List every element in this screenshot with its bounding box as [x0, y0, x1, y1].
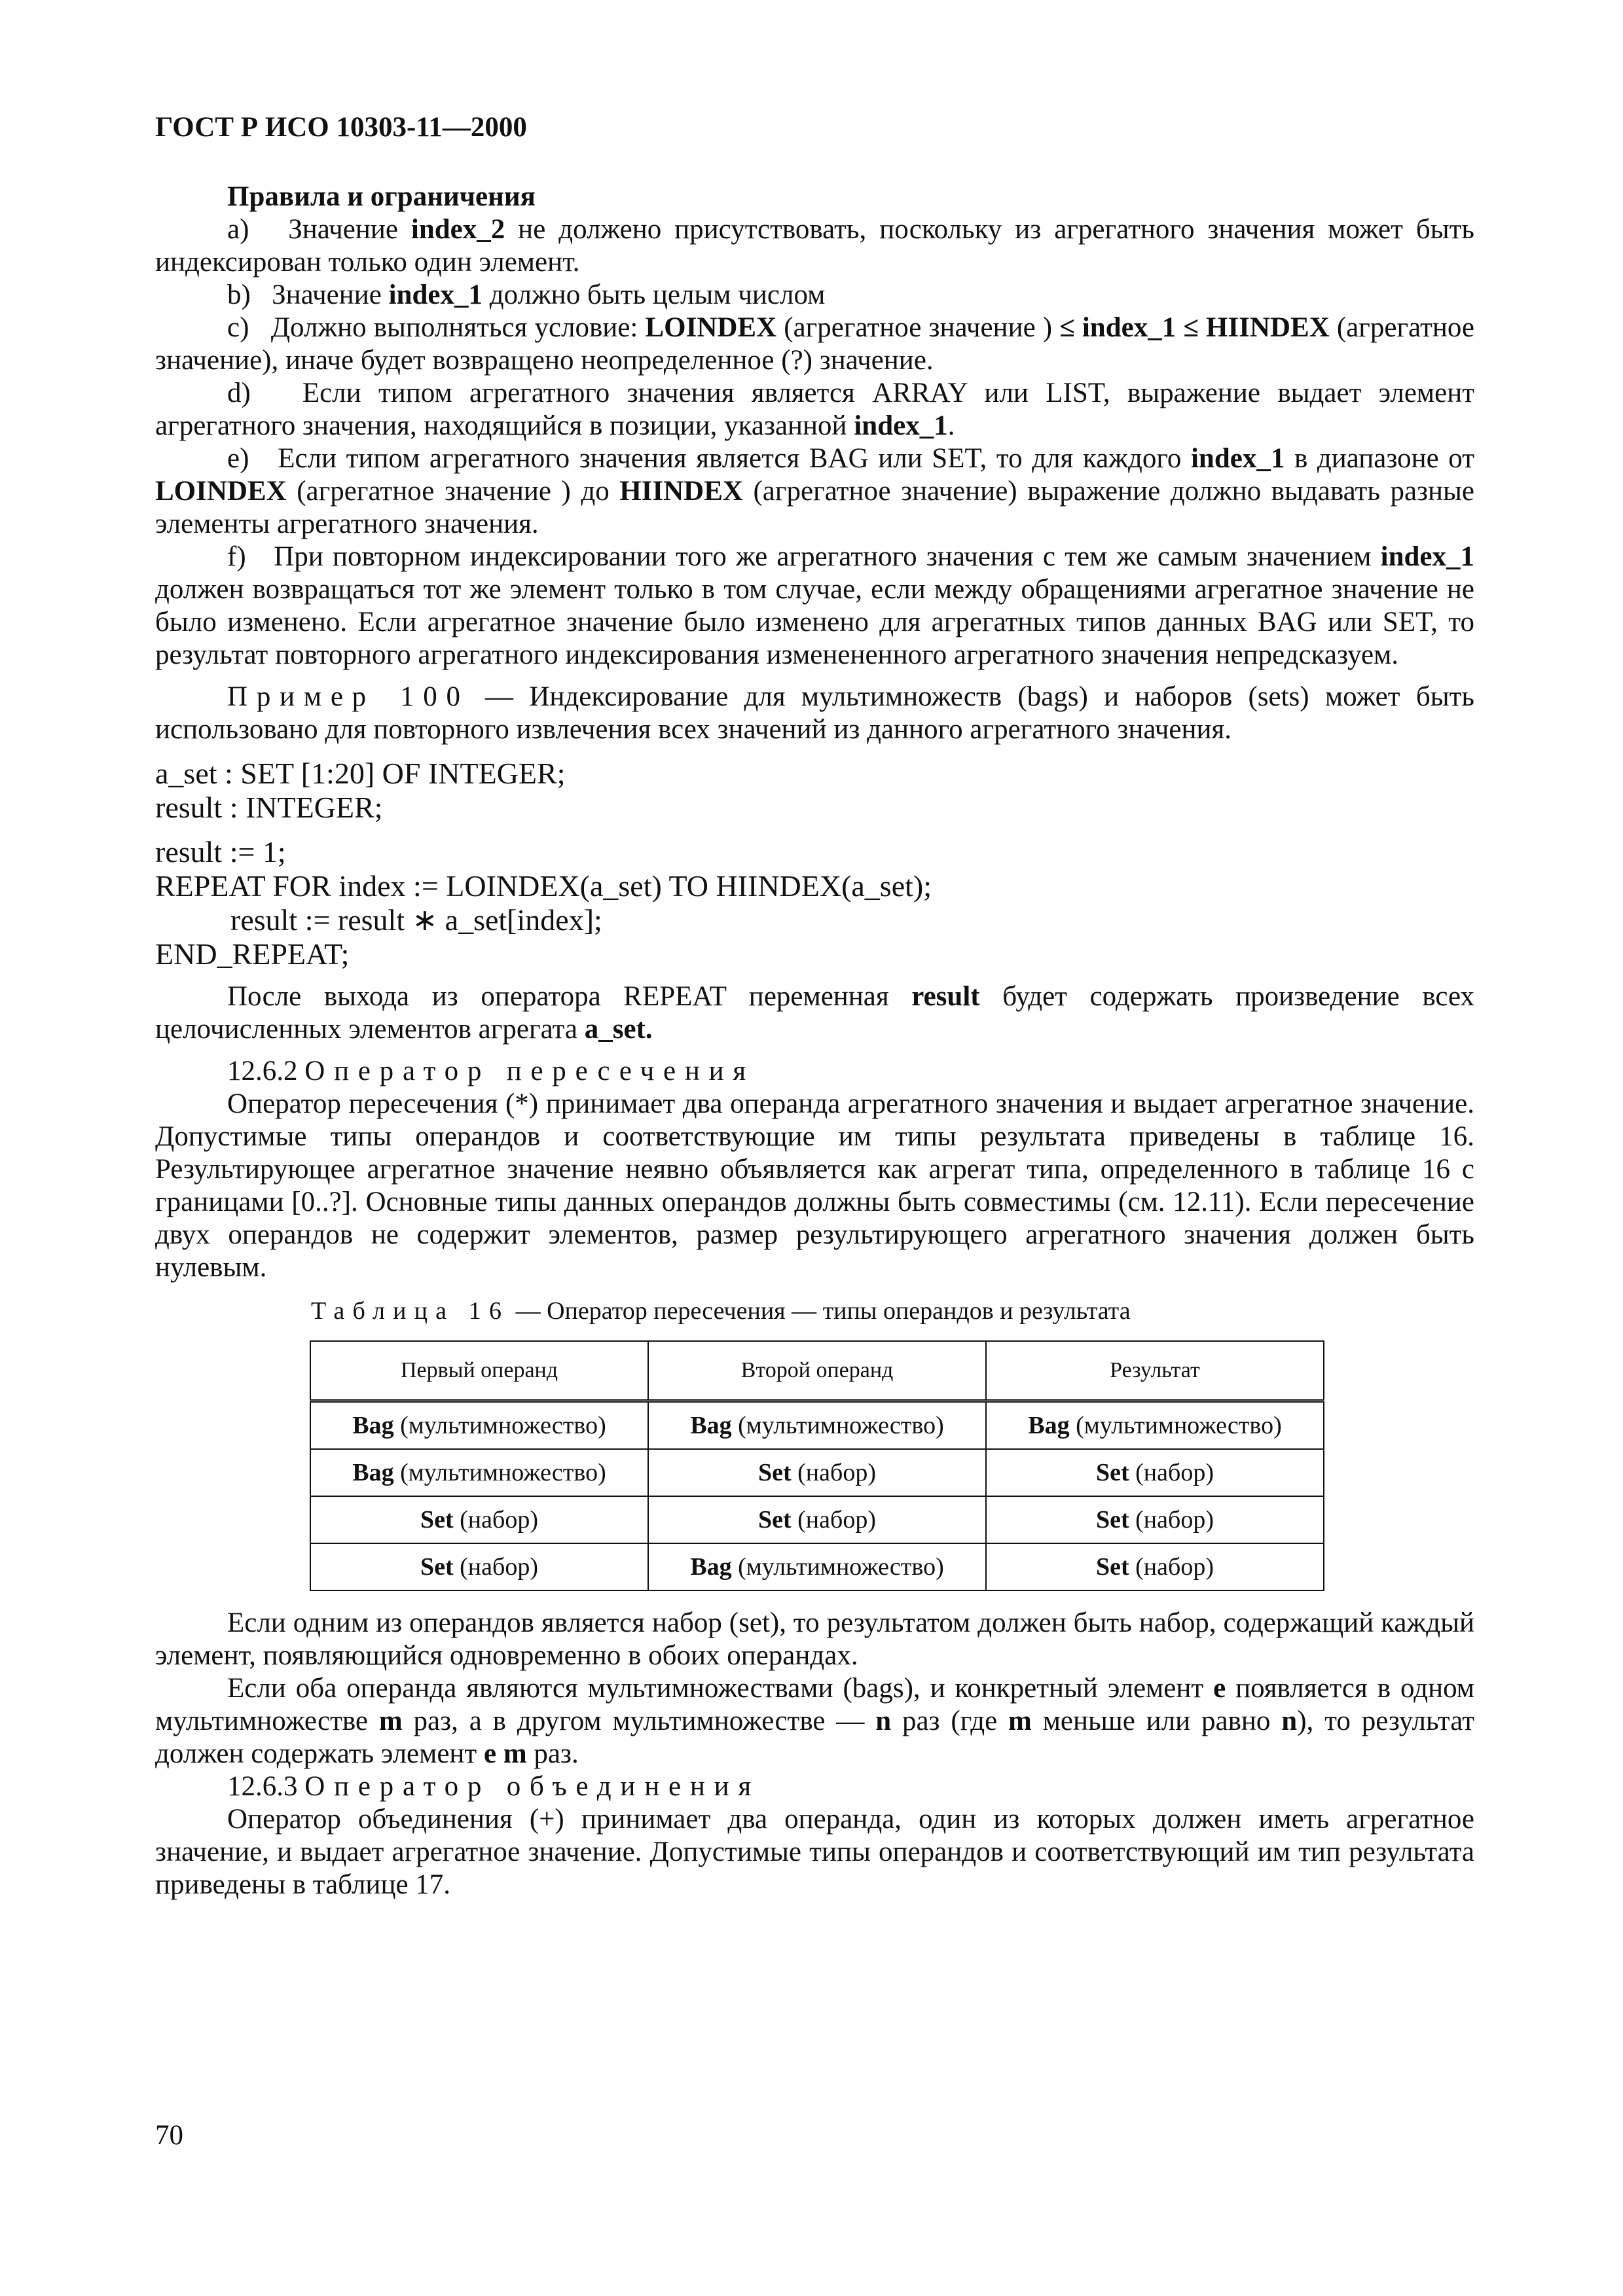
- rule-a: а) Значение index_2 не должено присутствовать, поскольку из агрегатного значения может быть индексирован только один элемент.: [155, 214, 1474, 278]
- table-cell: Bag (мультимножество): [310, 1401, 648, 1450]
- after-code-paragraph: После выхода из оператора REPEAT переменная result будет содержать произведение всех целочисленных элементов агрегата a_set.: [155, 981, 1474, 1045]
- table-header-cell: Результат: [986, 1341, 1324, 1401]
- example-100: Пример 100 — Индексирование для мультимножеств (bags) и наборов (sets) может быть использовано для повторного извлечения всех значений из данного агрегатного значения.: [155, 681, 1474, 745]
- table-cell: Bag (мультимножество): [310, 1449, 648, 1496]
- table-cell: Bag (мультимножество): [648, 1401, 986, 1450]
- code-line: result := 1;: [155, 835, 286, 869]
- table-cell: Set (набор): [648, 1449, 986, 1496]
- table-cell: Set (набор): [986, 1449, 1324, 1496]
- rules-title: Правила и ограничения: [227, 181, 536, 212]
- after-table-paragraph-2: Если оба операнда являются мультимножествами (bags), и конкретный элемент е появляется в одном мультимножестве m раз, а в другом мультимножестве — n раз (где m меньше или равно n), то результат должен содержать элемент е m раз.: [155, 1673, 1475, 1769]
- table-row: [310, 1401, 1324, 1450]
- table-cell: Set (набор): [310, 1543, 648, 1590]
- table-header-row: [310, 1341, 1324, 1401]
- document-page: [155, 111, 1474, 1901]
- code-line: result := result ∗ a_set[index];: [230, 903, 602, 937]
- page-number: 70: [155, 2120, 183, 2151]
- table-cell: Set (набор): [648, 1496, 986, 1543]
- table-16-caption: Таблица 16 — Оператор пересечения — типы операндов и результата: [311, 1297, 1131, 1325]
- table-cell: Set (набор): [986, 1543, 1324, 1590]
- table-header-cell: Первый операнд: [310, 1341, 648, 1401]
- after-table-paragraph-1: Если одним из операндов является набор (set), то результатом должен быть набор, содержащий каждый элемент, появляющийся одновременно в обоих операндах.: [155, 1607, 1474, 1671]
- rule-c: с) Должно выполняться условие: LOINDEX (агрегатное значение ) ≤ index_1 ≤ HIINDEX (агрегатное значение), иначе будет возвращено неопределенное (?) значение.: [155, 312, 1475, 376]
- rule-d: d) Если типом агрегатного значения является ARRAY или LIST, выражение выдает элемент агрегатного значения, находящийся в позиции, указанной index_1.: [155, 378, 1475, 441]
- table-header-cell: Второй операнд: [648, 1341, 986, 1401]
- table-cell: Bag (мультимножество): [986, 1401, 1324, 1450]
- section-heading-12-6-3: 12.6.3 Оператор объединения: [227, 1771, 760, 1802]
- table-row: [310, 1496, 1324, 1543]
- intersection-paragraph: Оператор пересечения (*) принимает два операнда агрегатного значения и выдает агрегатное значение. Допустимые типы операндов и соответствующие им типы результата приведены в таблице 16. Результирующее агрегатное значение неявно объявляется как агрегат типа, определенного в таблице 16 с границами [0..?]. Основные типы данных операндов должны быть совместимы (см. 12.11). Если пересечение двух операндов не содержит элементов, размер результирующего агрегатного значения должен быть нулевым.: [155, 1088, 1474, 1283]
- rule-b: b) Значение index_1 должно быть целым числом: [227, 279, 826, 310]
- code-line: END_REPEAT;: [155, 937, 350, 971]
- document-header: ГОСТ Р ИСО 10303-11—2000: [155, 112, 527, 143]
- rule-f: f) При повторном индексировании того же агрегатного значения с тем же самым значением index_1 должен возвращаться тот же элемент только в том случае, если между обращениями агрегатное значение не было изменено. Если агрегатное значение было изменено для агрегатных типов данных BAG или SET, то результат повторного агрегатного индексирования изменененного агрегатного значения непредсказуем.: [155, 541, 1474, 670]
- code-line: a_set : SET [1:20] OF INTEGER;: [155, 757, 566, 790]
- rule-e: е) Если типом агрегатного значения является BAG или SET, то для каждого index_1 в диапазоне от LOINDEX (агрегатное значение ) до HIINDEX (агрегатное значение) выражение должно выдавать разные элементы агрегатного значения.: [155, 443, 1475, 539]
- code-line: result : INTEGER;: [155, 791, 383, 824]
- table-row: [310, 1543, 1324, 1590]
- union-paragraph: Оператор объединения (+) принимает два операнда, один из которых должен иметь агрегатное значение, и выдает агрегатное значение. Допустимые типы операндов и соответствующий им тип результата приведены в таблице 17.: [155, 1804, 1474, 1900]
- code-line: REPEAT FOR index := LOINDEX(a_set) TO HIINDEX(a_set);: [155, 869, 932, 903]
- table-cell: Set (набор): [310, 1496, 648, 1543]
- table-row: [310, 1449, 1324, 1496]
- section-heading-12-6-2: 12.6.2 Оператор пересечения: [227, 1056, 755, 1086]
- table-cell: Set (набор): [986, 1496, 1324, 1543]
- code-listing: [155, 757, 1474, 971]
- table-16: [310, 1340, 1324, 1591]
- table-cell: Bag (мультимножество): [648, 1543, 986, 1590]
